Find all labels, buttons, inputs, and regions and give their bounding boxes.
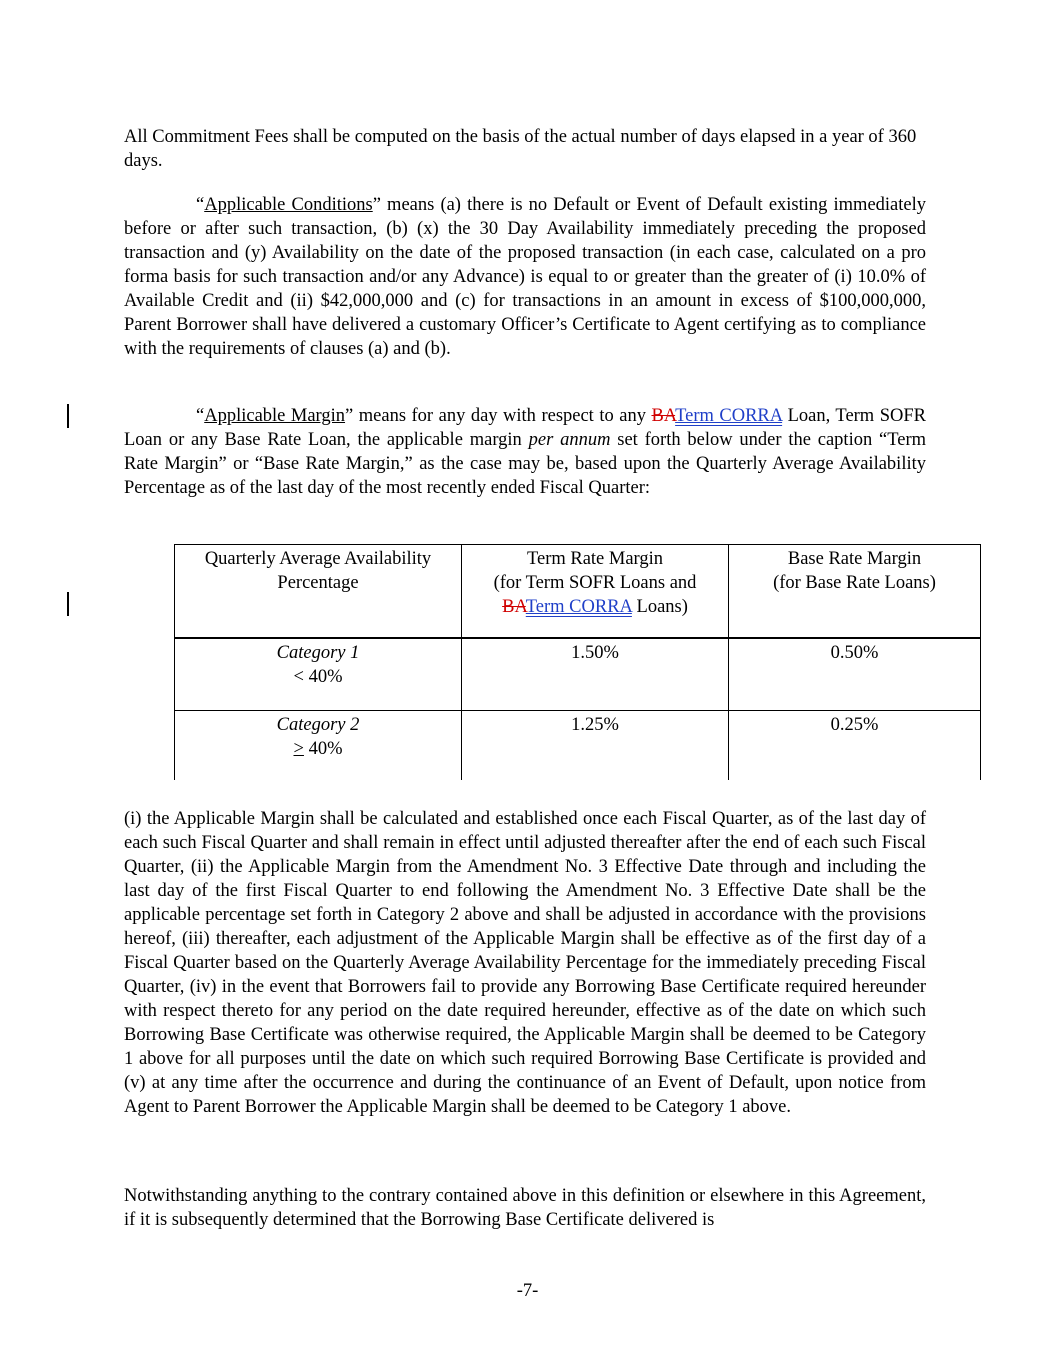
header-base-rate-margin: Base Rate Margin (for Base Rate Loans) <box>729 545 981 639</box>
defined-term-applicable-conditions: Applicable Conditions <box>204 195 373 215</box>
base-rate-cell: 0.25% <box>729 711 981 781</box>
category-cell: Category 2 > 40% <box>175 711 462 781</box>
deleted-text: BA <box>651 406 676 426</box>
term-rate-cell: 1.25% <box>462 711 729 781</box>
table-row <box>175 638 981 711</box>
applicable-margin-paragraph: “Applicable Margin” means for any day with respect to any BATerm CORRA Loan, Term SOFR Loan or any Base Rate Loan, the applicable margin per annum set forth below under the caption “Term Rate Margin” or “Base Rate Margin,” as the case may be, based upon the Quarterly Average Availability Percentage as of the last day of the most recently ended Fiscal Quarter: <box>124 406 926 498</box>
table-header-row <box>175 545 981 639</box>
term-rate-cell: 1.50% <box>462 638 729 711</box>
inserted-text: Term CORRA <box>675 406 783 426</box>
applicable-margin-table <box>174 544 981 780</box>
change-bar <box>67 404 69 428</box>
category-cell: Category 1 < 40% <box>175 638 462 711</box>
margin-adjustment-paragraph: (i) the Applicable Margin shall be calculated and established once each Fiscal Quarter, as of the last day of each such Fiscal Quarter and shall remain in effect until adjusted thereafter after the end of each such Fiscal Quarter, (ii) the Applicable Margin from the Amendment No. 3 Effective Date through and including the last day of the first Fiscal Quarter to end following the Amendment No. 3 Effective Date shall be the applicable percentage set forth in Category 2 above and shall be adjusted in accordance with the provisions hereof, (iii) thereafter, each adjustment of the Applicable Margin shall be effective as of the first day of a Fiscal Quarter based on the Quarterly Average Availability Percentage for the immediately preceding Fiscal Quarter, (iv) in the event that Borrowers fail to provide any Borrowing Base Certificate required hereunder with respect thereto for any period on the date required hereunder, effective as of the date on which such Borrowing Base Certificate was otherwise required, the Applicable Margin shall be deemed to be Category 1 above for all purposes until the date on which such required Borrowing Base Certificate is provided and (v) at any time after the occurrence and during the continuance of an Event of Default, upon notice from Agent to Parent Borrower the Applicable Margin shall be deemed to be Category 1 above. <box>124 809 926 1117</box>
base-rate-cell: 0.50% <box>729 638 981 711</box>
defined-term-applicable-margin: Applicable Margin <box>204 406 346 426</box>
inserted-text: Term CORRA <box>525 597 632 617</box>
page-number: -7- <box>516 1281 539 1301</box>
table-row <box>175 711 981 781</box>
header-availability: Quarterly Average Availability Percentage <box>175 545 462 639</box>
notwithstanding-paragraph: Notwithstanding anything to the contrary contained above in this definition or elsewhere in this Agreement, if it is subsequently determined that the Borrowing Base Certificate delivered is <box>124 1186 926 1230</box>
commitment-fee-paragraph: All Commitment Fees shall be computed on the basis of the actual number of days elapsed in a year of 360 days. <box>124 127 917 171</box>
applicable-conditions-paragraph: “Applicable Conditions” means (a) there is no Default or Event of Default existing immediately before or after such transaction, (b) (x) the 30 Day Availability immediately preceding the proposed transaction and (y) Availability on the date of the proposed transaction (in each case, calculated on a pro forma basis for such transaction and/or any Advance) is equal to or greater than the greater of (i) 10.0% of Available Credit and (ii) $42,000,000 and (c) for transactions in an amount in excess of $100,000,000, Parent Borrower shall have delivered a customary Officer’s Certificate to Agent certifying as to compliance with the requirements of clauses (a) and (b). <box>124 195 926 359</box>
header-term-rate-margin: Term Rate Margin (for Term SOFR Loans and BATerm CORRA Loans) <box>462 545 729 639</box>
change-bar <box>67 592 69 616</box>
deleted-text: BA <box>502 597 526 617</box>
